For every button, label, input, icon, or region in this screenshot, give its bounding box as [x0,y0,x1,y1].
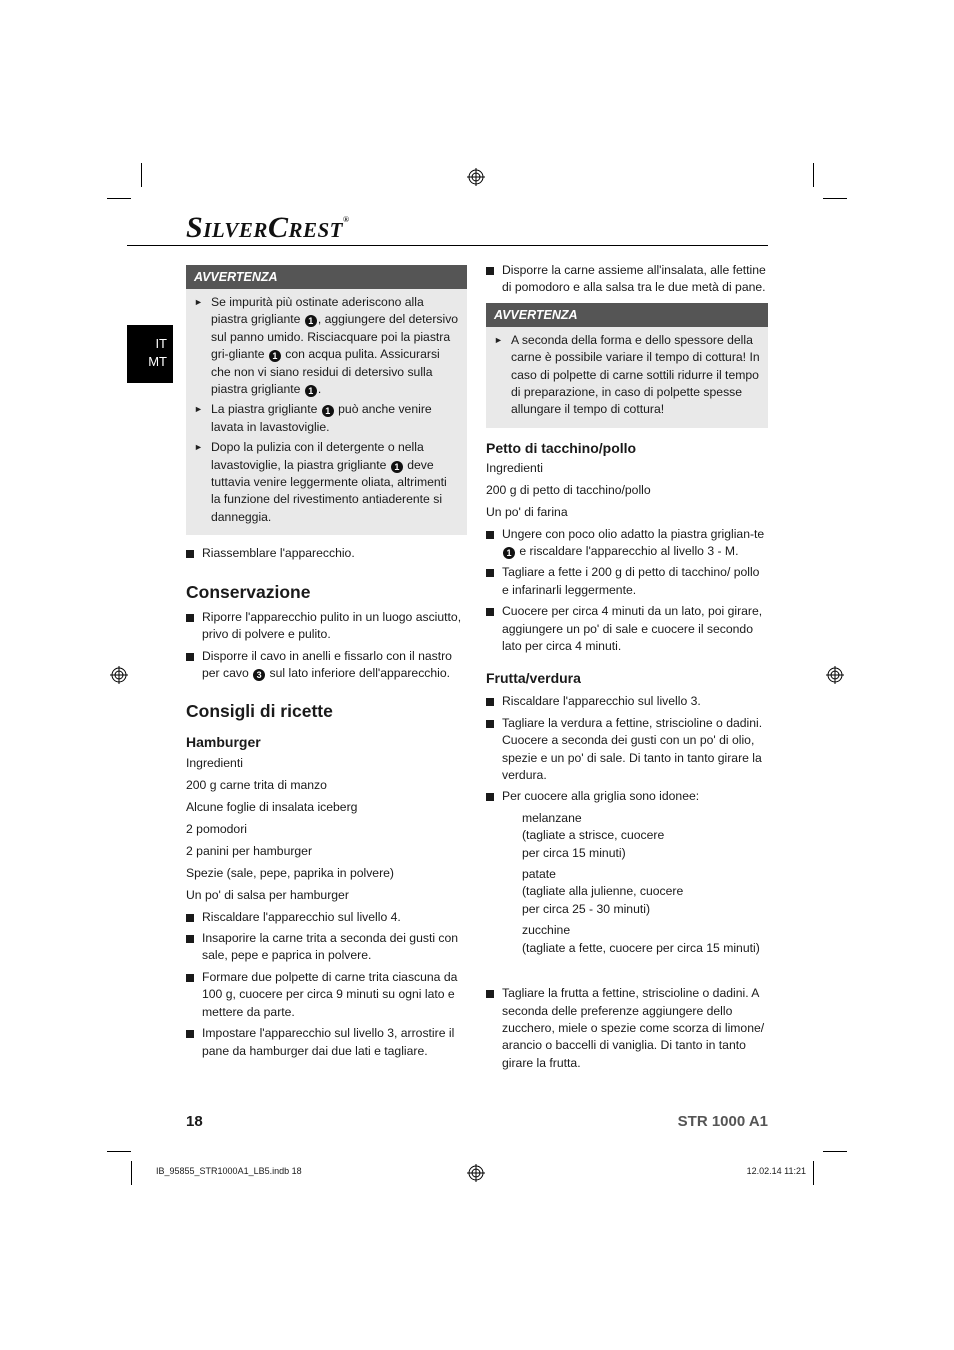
ingredient: Un po' di salsa per hamburger [186,887,349,902]
list-item: Per cuocere alla griglia sono idonee: [486,788,768,805]
list-item: Formare due polpette di carne trita ciascuna da 100 g, cuocere per circa 9 minuti su ogni lato e mettere da parte. [186,969,467,1021]
model-number: STR 1000 A1 [677,1113,768,1130]
recipe-title-fruit-veg: Frutta/verdura [486,670,581,687]
language-tab [127,325,173,383]
language-code-mt: MT [148,354,167,369]
list-item: Riscaldare l'apparecchio sul livello 3. [486,693,768,710]
recipe-title-turkey: Petto di tacchino/pollo [486,439,637,456]
crop-mark [107,1151,131,1152]
list-item: Insaporire la carne trita a seconda dei gusti con sale, pepe e paprica in polvere. [186,930,467,965]
print-date-info: 12.02.14 11:21 [746,1166,806,1176]
list-item: Tagliare la verdura a fettine, striscioline o dadini. Cuocere a seconda dei gusti con un po' di olio, spezie e un po' di sale. Di tanto in tanto girare la verdura. [486,715,768,785]
language-code-it: IT [155,336,167,351]
ingredients-label: Ingredienti [186,756,243,771]
arrow-icon: ► [494,334,503,345]
warning-item: ► Se impurità più ostinate aderiscono alla piastra grigliante 1 , aggiungere del detersivo sul panno umido. Risciacquare poi la piastra gri-gliante 1 con acqua pulita. Assicurarsi che non vi siano residui di detersivo sulla piastra grigliante 1 . [194,294,459,398]
print-file-info: IB_95855_STR1000A1_LB5.indb 18 [156,1166,302,1176]
bullet-square-icon [486,603,502,655]
part-number-badge: 1 [391,461,403,473]
list-item: Tagliare a fette i 200 g di petto di tacchino/ pollo e infarinarli leggermente. [486,564,768,599]
ingredient: Un po' di farina [486,504,568,519]
list-item: Cuocere per circa 4 minuti da un lato, poi girare, aggiungere un po' di sale e cuocere il secondo lato per circa 4 minuti. [486,603,768,655]
warning-title: AVVERTENZA [186,265,467,289]
crop-mark [813,1161,814,1185]
list-item: Disporre il cavo in anelli e fissarlo con il nastro per cavo 3 sul lato inferiore dell'apparecchio. [186,648,467,683]
vegetable-entry: melanzane (tagliate a strisce, cuocere per circa 15 minuti) [522,810,665,860]
bullet-square-icon [486,564,502,599]
bullet-square-icon [186,648,202,683]
registration-mark-icon [826,666,844,684]
recipe-title-hamburger: Hamburger [186,734,261,751]
ingredient: 200 g carne trita di manzo [186,778,327,793]
bullet-square-icon [486,788,502,805]
crop-mark [131,1161,132,1185]
bullet-square-icon [186,969,202,1021]
list-item: Riporre l'apparecchio pulito in un luogo asciutto, privo di polvere e pulito. [186,609,467,644]
bullet-square-icon [486,693,502,710]
ingredient: 2 panini per hamburger [186,843,313,858]
part-number-badge: 1 [322,405,334,417]
ingredients-label: Ingredienti [486,460,543,475]
bullet-square-icon [486,715,502,785]
ingredient: Alcune foglie di insalata iceberg [186,800,358,815]
part-number-badge: 1 [269,350,281,362]
warning-box [186,265,467,535]
section-title-conservazione: Conservazione [186,581,311,602]
arrow-icon: ► [194,297,203,307]
vegetable-entry: patate (tagliate alla julienne, cuocere per circa 25 - 30 minuti) [522,867,684,916]
warning-item: ► Dopo la pulizia con il detergente o nella lavastoviglie, la piastra grigliante 1 deve tuttavia venire leggermente oliata, altrimenti la funzione del rivestimento antiaderente si danneggia. [194,439,459,526]
bullet-square-icon [186,545,202,562]
crop-mark [813,163,814,187]
section-title-consigli: Consigli di ricette [186,701,333,722]
bullet-square-icon [186,1025,202,1060]
vegetable-entry: zucchine (tagliate a fette, cuocere per circa 15 minuti) [522,923,760,955]
part-number-badge: 1 [503,547,515,559]
page-number: 18 [186,1113,203,1130]
list-item: Riassemblare l'apparecchio. [186,545,467,562]
warning-item: ► La piastra grigliante 1 può anche venire lavata in lavastoviglie. [194,401,459,436]
list-item: Impostare l'apparecchio sul livello 3, arrostire il pane da hamburger dai due lati e tagliare. [186,1025,467,1060]
left-column [186,265,467,1064]
bullet-square-icon [186,609,202,644]
part-number-badge: 1 [305,385,317,397]
list-item: Tagliare la frutta a fettine, striscioline o dadini. A seconda delle preferenze aggiungere dello zucchero, miele o spezie come scorza di limone/ arancio o baccelli di vaniglia. Di tanto in tanto girare la frutta. [486,985,768,1072]
warning-item: ► A seconda della forma e dello spessore della carne è possibile variare il tempo di cottura! In caso di polpette di carne sottili ridurre il tempo di preparazione, in caso di polpette spesse allungare il tempo di cottura! [494,332,760,419]
silvercrest-logo: SILVERCREST® [186,211,350,244]
bullet-square-icon [486,985,502,1072]
warning-title: AVVERTENZA [486,303,768,327]
bullet-square-icon [486,262,502,297]
crop-mark [107,198,131,199]
ingredient: 2 pomodori [186,822,247,837]
ingredient: Spezie (sale, pepe, paprika in polvere) [186,865,394,880]
list-item: Riscaldare l'apparecchio sul livello 4. [186,909,467,926]
part-number-badge: 1 [305,315,317,327]
bullet-square-icon [186,930,202,965]
registration-mark-icon [110,666,128,684]
arrow-icon: ► [194,404,203,415]
ingredient: 200 g di petto di tacchino/pollo [486,482,651,497]
list-item: Ungere con poco olio adatto la piastra griglian-te 1 e riscaldare l'apparecchio al livello 3 - M. [486,526,768,561]
header-rule [127,245,768,246]
crop-mark [823,198,847,199]
list-item: Disporre la carne assieme all'insalata, alle fettine di pomodoro e alla salsa tra le due metà di pane. [486,262,768,297]
part-number-badge: 3 [253,669,265,681]
registration-mark-icon [467,168,485,186]
arrow-icon: ► [194,442,203,453]
crop-mark [141,163,142,187]
registration-mark-icon [467,1164,485,1182]
bullet-square-icon [186,909,202,926]
right-column [486,262,768,1076]
crop-mark [823,1151,847,1152]
warning-box [486,303,768,428]
bullet-square-icon [486,526,502,561]
